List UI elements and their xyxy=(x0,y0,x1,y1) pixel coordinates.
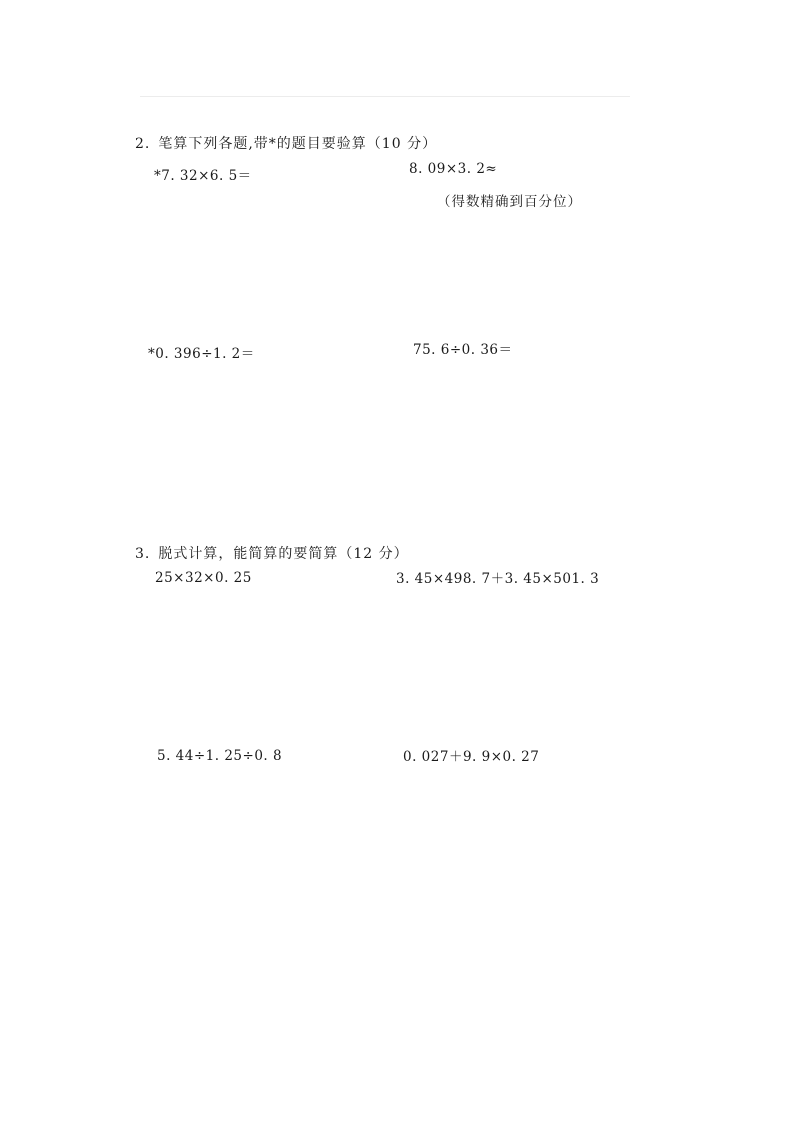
problem-3-4: 0. 027＋9. 9×0. 27 xyxy=(403,749,540,765)
problem-3-1: 25×32×0. 25 xyxy=(155,570,252,586)
problem-2-3: *0. 396÷1. 2＝ xyxy=(148,346,255,362)
problem-2-1: *7. 32×6. 5＝ xyxy=(154,168,252,184)
section-3-heading xyxy=(135,543,409,563)
problem-2-2: 8. 09×3. 2≈ xyxy=(409,161,498,177)
section-3-number: 3. xyxy=(135,546,151,562)
problem-3-3: 5. 44÷1. 25÷0. 8 xyxy=(157,748,283,764)
problem-2-4: 75. 6÷0. 36＝ xyxy=(413,342,513,358)
top-divider xyxy=(140,96,630,97)
problem-3-2: 3. 45×498. 7＋3. 45×501. 3 xyxy=(396,571,600,587)
section-2-number: 2. xyxy=(135,136,151,152)
section-2-heading xyxy=(135,133,437,153)
section-2-title: 笔算下列各题,带*的题目要验算（10 分） xyxy=(158,136,438,152)
section-3-title: 脱式计算，能简算的要简算（12 分） xyxy=(158,546,409,562)
rounding-note: （得数精确到百分位） xyxy=(437,194,582,210)
